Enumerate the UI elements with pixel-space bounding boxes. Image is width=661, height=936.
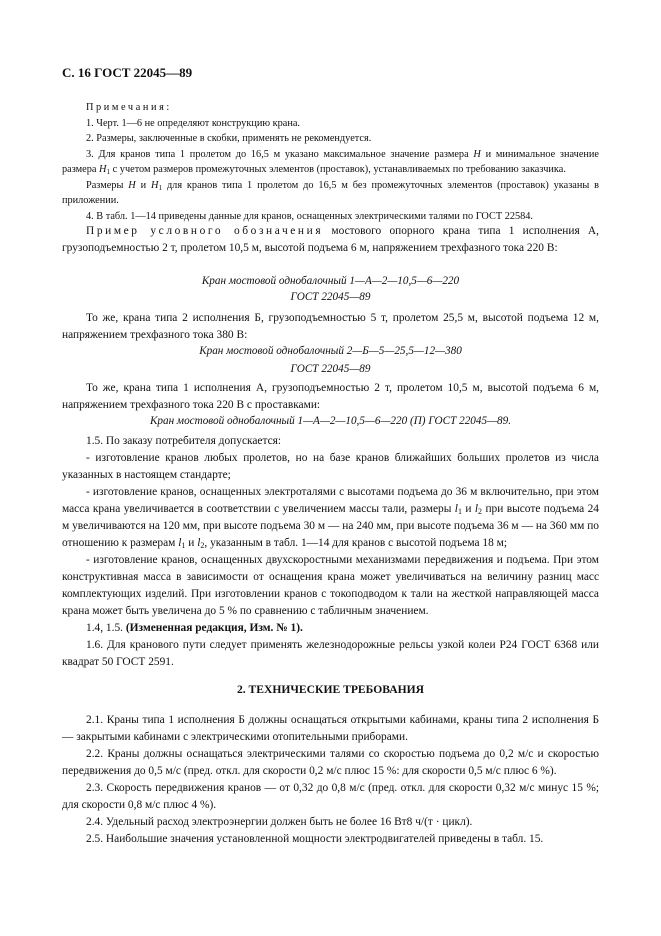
clause-1-6: 1.6. Для кранового пути следует применять железнодорожные рельсы узкой колеи Р24 ГОСТ 6368 или квадрат 50 ГОСТ 2591. (62, 639, 599, 668)
page-header: С. 16 ГОСТ 22045—89 (62, 65, 193, 80)
clause-2-2: 2.2. Краны должны оснащаться электрическими талями со скоростью подъема до 0,2 м/с и скоростью передвижения до 0,5 м/с (пред. откл. для скорости 0,2 м/с плюс 15 %: для скорости 0,5 м/с плюс 6 %). (62, 748, 599, 777)
section-2-body (62, 712, 599, 848)
note-3: 3. Для кранов типа 1 пролетом до 16,5 м указано максимальное значение размера H и минимальное значение размера $H_1$ с учетом размеров промежуточных элементов (проставок), устанавливаемых по требованию заказчика. (62, 148, 600, 176)
example-text-2: То же, крана типа 2 исполнения Б, грузоподъемностью 5 т, пролетом 25,5 м, высотой подъема 12 м, напряжением трехфазного тока 380 В: (62, 312, 599, 341)
note-2: 2. Размеры, заключенные в скобки, применять не рекомендуется. (86, 133, 372, 144)
clause-2-1: 2.1. Краны типа 1 исполнения Б должны оснащаться открытыми кабинами, краны типа 2 исполнения Б — закрытыми кабинами с электрическими отопительными приборами. (62, 714, 599, 743)
clause-2-3: 2.3. Скорость передвижения кранов — от 0,32 до 0,8 м/с (пред. откл. для скорости 0,32 м/с минус 15 %; для скорости 0,8 м/с плюс 4 %). (62, 782, 599, 811)
note-3-sizes: Размеры H и $H_1$ для кранов типа 1 пролетом до 16,5 м без промежуточных элементов (проставок) указаны в приложении. (62, 179, 600, 206)
clause-1-5 (62, 433, 599, 671)
note-1: 1. Черт. 1—6 не определяют конструкцию крана. (86, 117, 300, 129)
clause-1-5-item-3: - изготовление кранов, оснащенных двухскоростными механизмами передвижения и подъема. При этом конструктивная масса в зависимости от оснащения крана может увеличиваться на величину разниц масс комплектующих изделий. При изготовлении кранов с токоподводом к тали на жесткой направляющей масса крана может быть увеличена до 5 % по сравнению с табличным значением. (62, 554, 599, 617)
example-text-3: То же, крана типа 1 исполнения А, грузоподъемностью 2 т, пролетом 10,5 м, высотой подъема 6 м, напряжением трехфазного тока 220 В с проставками: (62, 382, 599, 411)
clause-2-4: 2.4. Удельный расход электроэнергии должен быть не более 16 Вт8 ч/(т · цикл). (86, 816, 473, 828)
section-2-title: 2. ТЕХНИЧЕСКИЕ ТРЕБОВАНИЯ (236, 683, 425, 696)
example-designation-2: Кран мостовой однобалочный 2—Б—5—25,5—12—380 (199, 345, 462, 357)
amendment-note: 1.4, 1.5. (Измененная редакция, Изм. № 1). (86, 622, 303, 634)
example-intro: Пример условного обозначения мостового опорного крана типа 1 исполнения А, грузоподъемностью 2 т, пролетом 10,5 м, высотой подъема 6 м, напряжением трехфазного тока 220 В: (62, 225, 600, 254)
notes-block (62, 100, 599, 224)
notes-title: Примечания: (86, 102, 172, 113)
clause-2-5: 2.5. Наибольшие значения установленной мощности электродвигателей приведены в табл. 15. (86, 833, 544, 845)
example-designation-3: Кран мостовой однобалочный 1—А—2—10,5—6—220 (П) ГОСТ 22045—89. (149, 415, 512, 427)
clause-1-5-item-2: - изготовление кранов, оснащенных электроталями с высотами подъема до 36 м включительно, при этом масса крана увеличивается в соответствии с увеличением массы тали, размеры $l_1$ и $l_2$ при высоте подъема 24 м увеличиваются на 120 мм, при высоте подъема 30 м — на 240 мм, при высоте подъема 36 м — на 360 мм по отношению к размерам $l_1$ и $l_2$, указанным в табл. 1—14 для кранов с высотой подъема 18 м; (62, 486, 599, 550)
clause-1-5-title: 1.5. По заказу потребителя допускается: (86, 435, 282, 447)
example-designation-2-gost: ГОСТ 22045—89 (290, 363, 371, 375)
example-designation-1: Кран мостовой однобалочный 1—А—2—10,5—6—220 ГОСТ 22045—89 (201, 275, 460, 303)
clause-1-5-item-1: - изготовление кранов любых пролетов, но на базе кранов ближайших больших пролетов из числа указанных в настоящем стандарте; (62, 452, 599, 481)
example-block (62, 223, 599, 257)
note-4: 4. В табл. 1—14 приведены данные для кранов, оснащенных электрическими талями по ГОСТ 22584. (86, 210, 534, 222)
